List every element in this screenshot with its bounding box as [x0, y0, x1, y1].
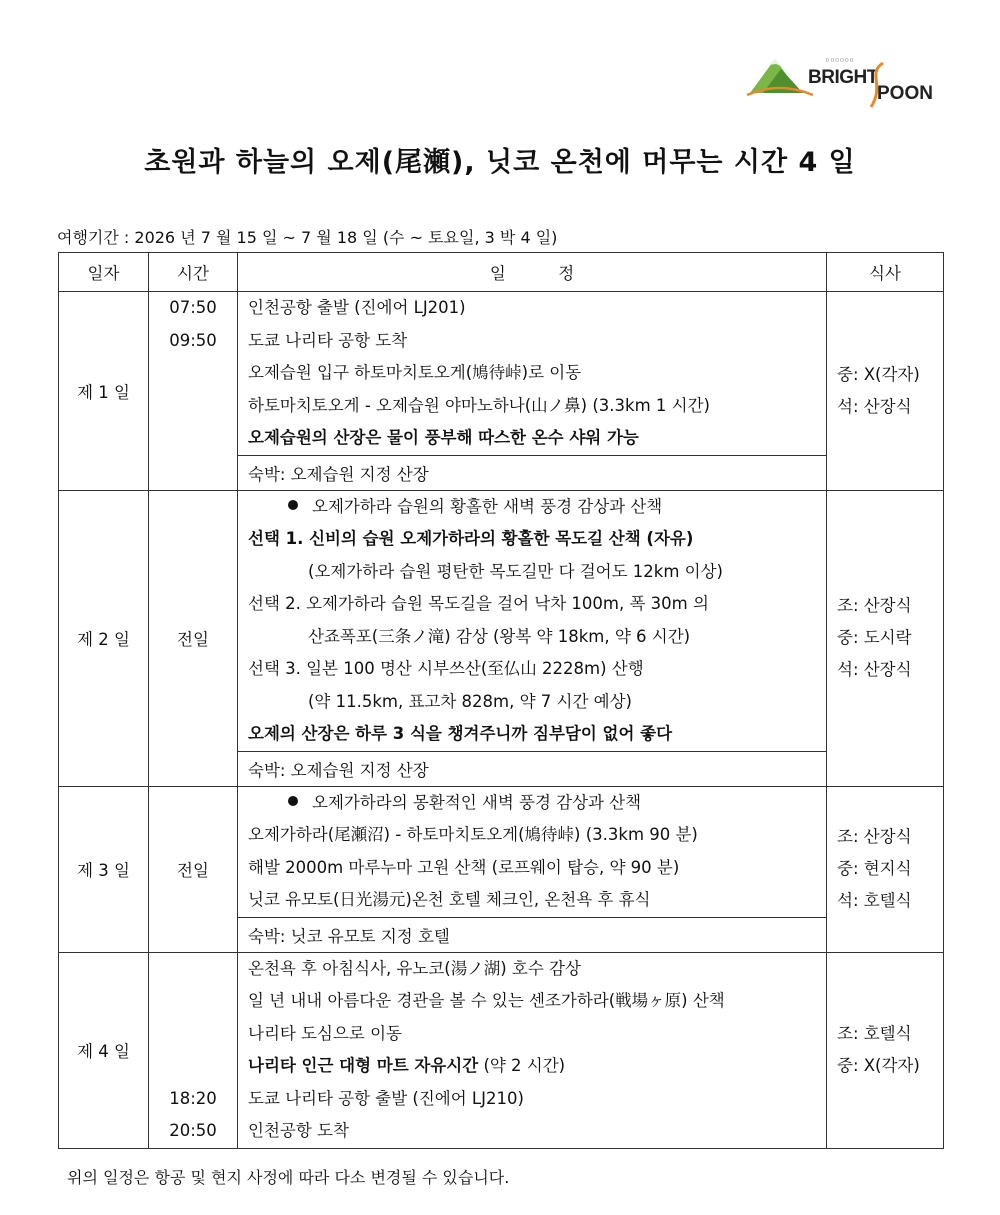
- schedule-line: 해발 2000m 마루누마 고원 산책 (로프웨이 탑승, 약 90 분): [248, 857, 680, 877]
- meal-line: 중: 현지식: [837, 859, 912, 878]
- schedule-line: 도쿄 나리타 공항 출발 (진에어 LJ210): [248, 1088, 524, 1108]
- schedule-cell: [238, 786, 827, 917]
- schedule-line: 온천욕 후 아침식사, 유노코(湯ノ湖) 호수 감상: [248, 958, 581, 978]
- schedule-line: 인천공항 출발 (진에어 LJ201): [248, 298, 466, 317]
- schedule-line: 하토마치토오게 - 오제습원 야마노하나(山ノ鼻) (3.3km 1 시간): [248, 395, 710, 415]
- schedule-line: 인천공항 도착: [248, 1121, 349, 1140]
- time-value: 전일: [149, 490, 238, 786]
- logo-small-text: ㅁㅁㅁㅁㅁㅁ: [825, 58, 854, 64]
- schedule-line: [248, 491, 826, 524]
- schedule-line: [248, 787, 826, 820]
- header-time: 시간: [149, 253, 238, 292]
- meal-line: 석: 산장식: [837, 660, 912, 679]
- meal-line: 중: X(각자): [837, 1056, 920, 1075]
- lodging-text: 숙박: 오제습원 지정 산장: [238, 455, 827, 490]
- schedule-cell: [238, 490, 827, 751]
- meal-line: 조: 산장식: [837, 596, 912, 615]
- schedule-line: 일 년 내내 아름다운 경관을 볼 수 있는 센조가하라(戦場ヶ原) 산책: [248, 991, 725, 1010]
- table-header-row: [59, 253, 944, 292]
- schedule-line: 도쿄 나리타 공항 도착: [248, 330, 408, 350]
- schedule-line-text: 오제가하라의 몽환적인 새벽 풍경 감상과 산책: [312, 792, 642, 812]
- schedule-line: 나리타 도심으로 이동: [248, 1023, 402, 1043]
- meal-cell: [827, 786, 944, 952]
- header-meal: 식사: [827, 253, 944, 292]
- meal-line: 조: 호텔식: [837, 1024, 912, 1043]
- header-schedule: 일 정: [238, 253, 827, 292]
- day-label: 제 4 일: [59, 952, 149, 1148]
- lodging-text: 숙박: 오제습원 지정 산장: [238, 751, 827, 786]
- meal-line: 중: 도시락: [837, 628, 912, 647]
- lodging-text: 숙박: 닛코 유모토 지정 호텔: [238, 917, 827, 952]
- table-row: [59, 786, 944, 917]
- footnote: 위의 일정은 항공 및 현지 사정에 따라 다소 변경될 수 있습니다.: [67, 1168, 510, 1187]
- schedule-line: 오제가하라(尾瀬沼) - 하토마치토오게(鳩待峠) (3.3km 90 분): [248, 825, 698, 844]
- schedule-cell: [238, 292, 827, 456]
- schedule-line: (오제가하라 습원 평탄한 목도길만 다 걸어도 12km 이상): [308, 561, 723, 581]
- meal-line: 석: 산장식: [837, 396, 912, 416]
- schedule-line-bold: 나리타 인근 대형 마트 자유시간: [248, 1056, 479, 1075]
- time-value: 18:20: [169, 1088, 217, 1108]
- time-value: 20:50: [169, 1121, 217, 1140]
- time-value: 09:50: [169, 330, 217, 350]
- table-row: [59, 292, 944, 456]
- brand-logo: [745, 45, 950, 115]
- logo-brand-bottom: POON: [877, 83, 933, 104]
- schedule-line: 선택 1. 신비의 습원 오제가하라의 황홀한 목도길 산책 (자유): [248, 529, 694, 548]
- meal-cell: [827, 490, 944, 786]
- schedule-cell: [238, 952, 827, 1148]
- table-row: [59, 490, 944, 751]
- travel-period: 여행기간 : 2026 년 7 월 15 일 ~ 7 월 18 일 (수 ~ 토요일, 3 박 4 일): [57, 228, 558, 247]
- day-label: 제 1 일: [59, 292, 149, 491]
- mountain-logo-icon: [745, 45, 815, 105]
- schedule-line: 산죠폭포(三条ノ滝) 감상 (왕복 약 18km, 약 6 시간): [308, 626, 691, 646]
- day-label: 제 3 일: [59, 786, 149, 952]
- schedule-line: [248, 1050, 826, 1083]
- schedule-line: 선택 3. 일본 100 명산 시부쓰산(至仏山 2228m) 산행: [248, 659, 644, 678]
- schedule-line: 오제습원 입구 하토마치토오게(鳩待峠)로 이동: [248, 363, 582, 382]
- meal-line: 조: 산장식: [837, 827, 912, 846]
- meal-line: 석: 호텔식: [837, 891, 912, 910]
- meal-cell: [827, 292, 944, 491]
- schedule-line: (약 11.5km, 표고차 828m, 약 7 시간 예상): [308, 691, 632, 711]
- time-cell: [149, 952, 238, 1148]
- schedule-line-suffix: (약 2 시간): [483, 1056, 566, 1075]
- schedule-line: 오제습원의 산장은 물이 풍부해 따스한 온수 샤워 가능: [248, 428, 639, 447]
- schedule-line: 선택 2. 오제가하라 습원 목도길을 걸어 낙차 100m, 폭 30m 의: [248, 594, 709, 613]
- schedule-line-text: 오제가하라 습원의 황홀한 새벽 풍경 감상과 산책: [312, 496, 663, 516]
- meal-cell: [827, 952, 944, 1148]
- meal-line: 중: X(각자): [837, 364, 920, 384]
- time-cell: [149, 292, 238, 491]
- schedule-line: 닛코 유모토(日光湯元)온천 호텔 체크인, 온천욕 후 휴식: [248, 890, 651, 909]
- header-day: 일자: [59, 253, 149, 292]
- time-value: 07:50: [169, 298, 217, 317]
- itinerary-table: [58, 252, 944, 1149]
- logo-brand-top: BRIGHT: [808, 67, 878, 88]
- day-label: 제 2 일: [59, 490, 149, 786]
- page-title: 초원과 하늘의 오제(尾瀬), 닛코 온천에 머무는 시간 4 일: [144, 147, 856, 178]
- schedule-line: 오제의 산장은 하루 3 식을 챙겨주니까 짐부담이 없어 좋다: [248, 724, 673, 743]
- bullet-icon: [288, 796, 298, 806]
- bullet-icon: [288, 500, 298, 510]
- time-value: 전일: [149, 786, 238, 952]
- table-row: [59, 952, 944, 1148]
